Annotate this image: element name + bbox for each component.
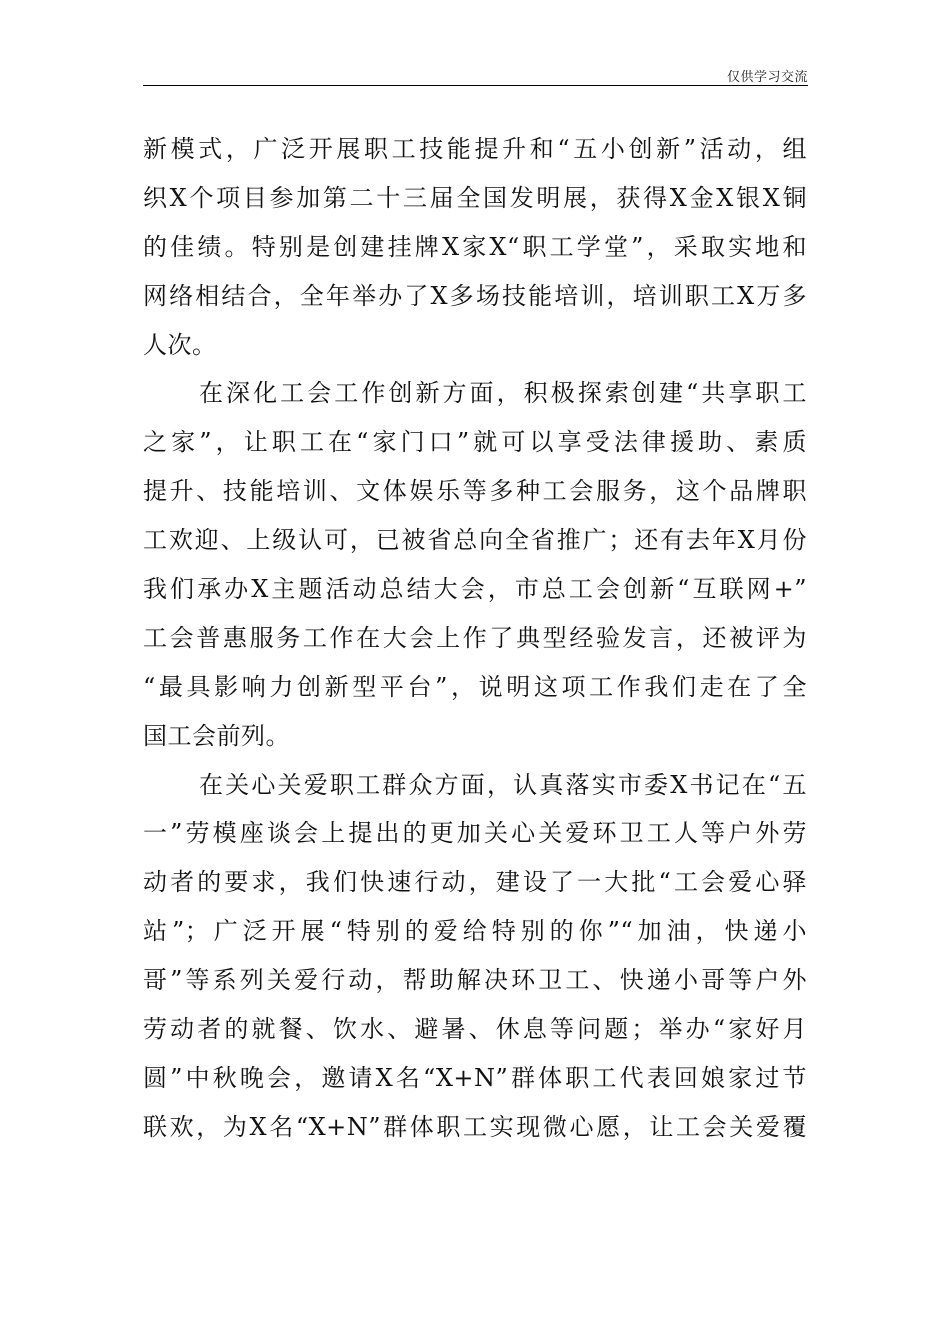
header-text: 仅供学习交流 [726,70,808,85]
text-line: 新模式，广泛开展职工技能提升和“五小创新”活动，组 [143,135,807,163]
text-line: 网络相结合，全年举办了X多场技能培训，培训职工X万多 [143,281,807,310]
page-header [143,64,808,84]
text-line: 哥”等系列关爱行动，帮助解决环卫工、快递小哥等户外 [143,966,807,995]
header-divider [143,85,808,86]
text-line: 劳动者的就餐、饮水、避暑、休息等问题；举办“家好月 [143,1015,807,1044]
paragraph [143,761,807,1152]
text-line: 人次。 [143,330,217,359]
text-line: 在深化工会工作创新方面，积极探索创建“共享职工 [199,379,807,408]
text-line: “最具影响力创新型平台”，说明这项工作我们走在了全 [143,672,807,701]
text-line: 在关心关爱职工群众方面，认真落实市委X书记在“五 [199,770,807,799]
text-line: 国工会前列。 [143,721,290,750]
paragraph [143,125,807,369]
text-line: 工会普惠服务工作在大会上作了典型经验发言，还被评为 [143,623,807,652]
text-line: 站”；广泛开展“特别的爱给特别的你”“加油，快递小 [143,917,807,946]
text-line: 的佳绩。特别是创建挂牌X家X“职工学堂”，采取实地和 [143,232,807,261]
document-body [143,125,807,1152]
text-line: 圆”中秋晚会，邀请X名“X+N”群体职工代表回娘家过节 [143,1063,807,1092]
text-line: 动者的要求，我们快速行动，建设了一大批“工会爱心驿 [143,868,807,897]
text-line: 之家”，让职工在“家门口”就可以享受法律援助、素质 [143,428,807,457]
text-line: 我们承办X主题活动总结大会，市总工会创新“互联网+” [143,575,807,604]
text-line: 织X个项目参加第二十三届全国发明展，获得X金X银X铜 [143,183,807,212]
text-line: 工欢迎、上级认可，已被省总向全省推广；还有去年X月份 [143,526,807,555]
text-line: 提升、技能培训、文体娱乐等多种工会服务，这个品牌职 [143,477,807,506]
text-line: 联欢，为X名“X+N”群体职工实现微心愿，让工会关爱覆 [143,1112,807,1141]
text-line: 一”劳模座谈会上提出的更加关心关爱环卫工人等户外劳 [143,819,807,848]
paragraph [143,369,807,760]
